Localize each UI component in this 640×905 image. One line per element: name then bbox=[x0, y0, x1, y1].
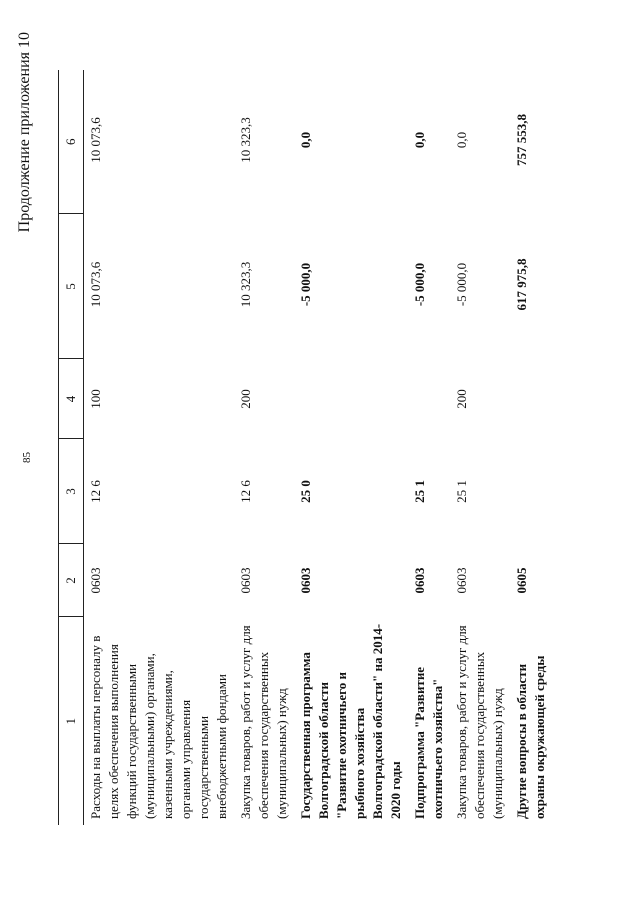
row-col5: 10 073,6 bbox=[88, 261, 103, 308]
row-description: Расходы на выплаты персоналу в целях обеспечения выполнения функций государственными (муниципальными) органами, казенными учреждениями, органами управления государственными внебюджетными фондами bbox=[88, 635, 229, 819]
row-target: 25 1 bbox=[454, 480, 469, 503]
table-row bbox=[408, 70, 450, 825]
row-description: Другие вопросы в области охраны окружающей среды bbox=[514, 655, 547, 819]
row-col5: -5 000,0 bbox=[298, 262, 313, 307]
row-section: 0603 bbox=[412, 567, 427, 594]
row-expense-type: 200 bbox=[238, 389, 253, 409]
table-row bbox=[510, 70, 552, 825]
budget-table bbox=[58, 70, 552, 825]
column-number: 6 bbox=[59, 70, 84, 214]
row-section: 0603 bbox=[298, 567, 313, 594]
column-number: 4 bbox=[59, 359, 84, 439]
row-col5: 10 323,3 bbox=[238, 261, 253, 308]
row-section: 0603 bbox=[238, 567, 253, 594]
column-number-row bbox=[59, 70, 84, 825]
column-number: 5 bbox=[59, 214, 84, 359]
row-description: Закупка товаров, работ и услуг для обеспечения государственных (муниципальных) нужд bbox=[238, 625, 289, 819]
row-expense-type bbox=[294, 359, 408, 439]
row-col5: 617 975,8 bbox=[514, 258, 529, 311]
row-description: Государственная программа Волгоградской области "Развитие охотничьего и рыбного хозяйства Волгоградской области" на 2014-2020 годы bbox=[298, 623, 403, 819]
row-section: 0603 bbox=[454, 567, 469, 594]
page-number: 85 bbox=[21, 452, 33, 463]
row-col6: 0,0 bbox=[298, 131, 313, 149]
row-col6: 0,0 bbox=[454, 131, 469, 149]
column-number: 2 bbox=[59, 544, 84, 617]
appendix-heading: Продолжение приложения 10 bbox=[16, 32, 33, 233]
column-number: 3 bbox=[59, 439, 84, 544]
row-section: 0605 bbox=[514, 567, 529, 594]
row-expense-type: 200 bbox=[454, 389, 469, 409]
row-target: 12 6 bbox=[238, 480, 253, 503]
row-col5: -5 000,0 bbox=[454, 262, 469, 307]
row-target bbox=[510, 439, 552, 544]
row-description: Закупка товаров, работ и услуг для обеспечения государственных (муниципальных) нужд bbox=[454, 625, 505, 819]
row-description: Подпрограмма "Развитие охотничьего хозяйства" bbox=[412, 666, 445, 819]
row-expense-type: 100 bbox=[88, 389, 103, 409]
row-target: 12 6 bbox=[88, 480, 103, 503]
column-number: 1 bbox=[59, 617, 84, 825]
table-row bbox=[294, 70, 408, 825]
row-expense-type bbox=[408, 359, 450, 439]
row-target: 25 0 bbox=[298, 480, 313, 503]
row-target: 25 1 bbox=[412, 480, 427, 503]
table-row bbox=[234, 70, 294, 825]
row-col6: 10 073,6 bbox=[88, 117, 103, 163]
table-row bbox=[450, 70, 510, 825]
row-col6: 0,0 bbox=[412, 131, 427, 149]
row-col6: 10 323,3 bbox=[238, 117, 253, 163]
row-col6: 757 553,8 bbox=[514, 114, 529, 166]
row-col5: -5 000,0 bbox=[412, 262, 427, 307]
row-section: 0603 bbox=[88, 567, 103, 594]
table-row bbox=[84, 70, 235, 825]
row-expense-type bbox=[510, 359, 552, 439]
